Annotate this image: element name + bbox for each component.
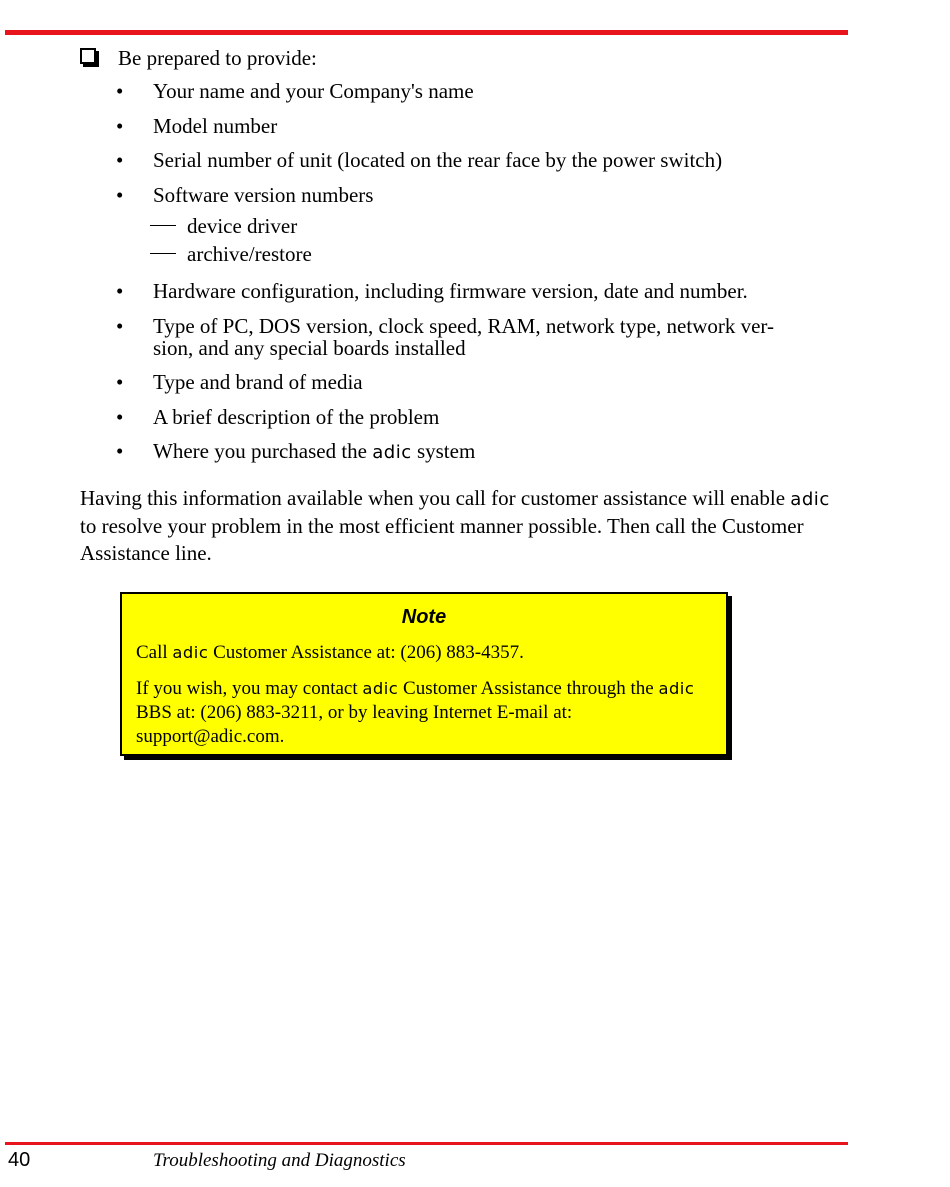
list-item <box>110 184 830 268</box>
list-item-text: Serial number of unit (located on the rear face by the power switch) <box>153 148 723 172</box>
list-item <box>110 80 830 102</box>
checklist-item-label: Be prepared to provide: <box>118 46 317 70</box>
list-item <box>110 280 830 302</box>
bullet-icon: • <box>116 370 124 394</box>
chapter-title: Troubleshooting and Diagnostics <box>153 1150 406 1171</box>
list-item <box>110 440 830 464</box>
header-rule <box>5 30 848 35</box>
sub-list <box>150 212 830 268</box>
list-item-text: Where you purchased the <box>153 439 367 463</box>
list-item-text: Model number <box>153 113 278 138</box>
dash-icon <box>150 253 176 254</box>
note-text: Customer Assistance at: (206) 883-4357. <box>213 642 524 663</box>
note-contact-line <box>136 677 706 749</box>
brand-name: adic <box>790 489 830 510</box>
dash-icon <box>150 225 176 226</box>
list-item-text: Type and brand of media <box>153 370 363 394</box>
body-paragraph <box>80 485 840 567</box>
list-item <box>110 149 830 171</box>
brand-name: adic <box>362 679 399 698</box>
note-text: Customer Assistance through the <box>403 678 654 699</box>
note-box <box>120 592 728 756</box>
list-item <box>110 315 830 359</box>
note-text: If you wish, you may contact <box>136 678 358 699</box>
bullet-icon: • <box>116 279 124 303</box>
brand-name: adic <box>172 643 209 662</box>
note-text: Call <box>136 642 168 663</box>
checklist-item <box>80 45 317 71</box>
note-text: BBS at: (206) 883-3211, or by leaving Internet E-mail at: support@adic.com. <box>136 702 573 747</box>
list-item-text: Hardware configuration, including firmware version, date and number. <box>153 279 748 303</box>
brand-name: adic <box>658 679 695 698</box>
checkbox-icon <box>80 48 96 64</box>
brand-name: adic <box>372 442 412 463</box>
bullet-list <box>110 80 830 477</box>
bullet-icon: • <box>116 313 124 338</box>
sub-list-item-text: archive/restore <box>187 241 312 266</box>
bullet-icon: • <box>116 439 124 463</box>
bullet-icon: • <box>116 148 124 172</box>
note-title: Note <box>401 606 447 628</box>
list-item <box>110 371 830 393</box>
sub-list-item-text: device driver <box>187 213 298 238</box>
footer-rule <box>5 1142 848 1145</box>
paragraph-text-continued: to resolve your problem in the most efficient manner possible. Then call the Customer Assistance line. <box>80 514 804 565</box>
bullet-icon: • <box>116 113 124 138</box>
sub-list-item <box>150 212 830 240</box>
list-item-text: Type of PC, DOS version, clock speed, RAM, network type, network ver- <box>153 313 774 338</box>
list-item-text-continued: sion, and any special boards installed <box>153 335 466 360</box>
sub-list-item <box>150 240 830 268</box>
list-item-text: Software version numbers <box>153 182 374 207</box>
list-item-text: A brief description of the problem <box>153 404 440 429</box>
page-number: 40 <box>8 1149 31 1171</box>
bullet-icon: • <box>116 182 124 207</box>
paragraph-text: Having this information available when you call for customer assistance will enable <box>80 486 786 510</box>
list-item-text-suffix: system <box>416 439 476 463</box>
bullet-icon: • <box>116 79 124 103</box>
list-item <box>110 115 830 137</box>
list-item-text: Your name and your Company's name <box>153 79 474 103</box>
bullet-icon: • <box>116 404 124 429</box>
note-phone-line <box>136 641 726 665</box>
list-item <box>110 406 830 428</box>
